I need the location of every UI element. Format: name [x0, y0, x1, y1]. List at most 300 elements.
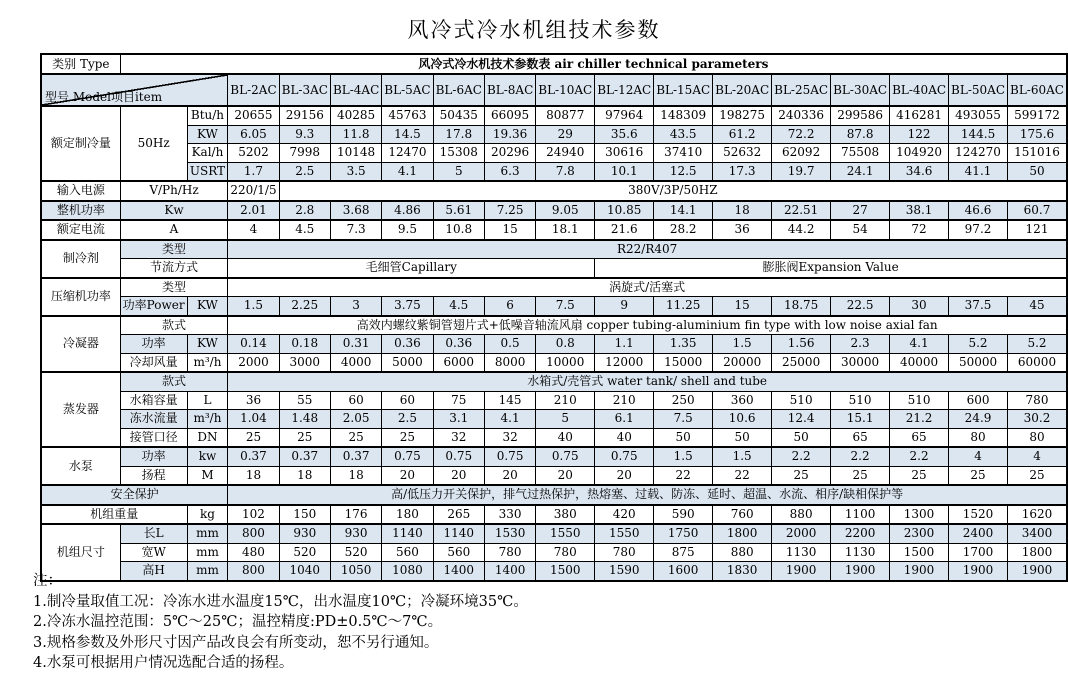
value-cell: 29: [536, 125, 595, 144]
value-cell: 1140: [433, 524, 484, 543]
value-cell: 10148: [330, 144, 381, 163]
value-cell: 416281: [890, 106, 949, 125]
value-cell: 330: [484, 505, 535, 525]
value-cell: 380: [536, 505, 595, 525]
row-label: 安全保护: [41, 485, 228, 505]
row-label: 类型: [120, 240, 228, 259]
value-cell: 38.1: [890, 201, 949, 221]
row-label: A: [120, 220, 228, 240]
value-cell: 180: [382, 505, 433, 525]
span-value-cell: 毛细管Capillary: [228, 259, 595, 278]
value-cell: 3: [330, 297, 381, 316]
value-cell: 20655: [228, 106, 279, 125]
value-cell: 54: [831, 220, 890, 240]
row-label: USRT: [187, 162, 228, 181]
value-cell: 2.2: [772, 447, 831, 466]
row-group-label: 压缩机功率: [41, 278, 120, 316]
value-cell: 145: [484, 391, 535, 410]
value-cell: 0.75: [595, 447, 654, 466]
value-cell: 102: [228, 505, 279, 525]
value-cell: 87.8: [831, 125, 890, 144]
value-cell: 0.18: [279, 335, 330, 354]
value-cell: 37410: [654, 144, 713, 163]
value-cell: 175.6: [1008, 125, 1067, 144]
note-line: 3.规格参数及外形尺寸因产品改良会有所变动，恕不另行通知。: [33, 634, 439, 651]
value-cell: 6.3: [484, 162, 535, 181]
value-cell: 1100: [831, 505, 890, 525]
value-cell: 198275: [713, 106, 772, 125]
value-cell: 0.36: [382, 335, 433, 354]
value-cell: 15: [713, 297, 772, 316]
value-cell: 97.2: [949, 220, 1008, 240]
row-label: mm: [187, 543, 228, 562]
row-label: 高H: [120, 562, 187, 581]
value-cell: 4: [1008, 447, 1067, 466]
value-cell: 520: [279, 543, 330, 562]
value-cell: 8000: [484, 353, 535, 372]
span-value-cell: 220/1/5: [228, 181, 279, 201]
value-cell: 11.25: [654, 297, 713, 316]
row-group-label: 冷凝器: [41, 316, 120, 373]
row-label: 冻水流量: [120, 410, 187, 429]
row-label: 机组重量: [41, 505, 187, 525]
table-row: [41, 524, 1067, 543]
value-cell: 50435: [433, 106, 484, 125]
value-cell: 5: [536, 410, 595, 429]
value-cell: 6.1: [595, 410, 654, 429]
value-cell: 0.14: [228, 335, 279, 354]
value-cell: 800: [228, 562, 279, 581]
value-cell: 0.37: [330, 447, 381, 466]
span-value-cell: 380V/3P/50HZ: [279, 181, 1067, 201]
value-cell: 60.7: [1008, 201, 1067, 221]
value-cell: 0.8: [536, 335, 595, 354]
row-group-label: 50Hz: [120, 106, 187, 181]
value-cell: 10.8: [433, 220, 484, 240]
span-value-cell: 水箱式/壳管式 water tank/ shell and tube: [228, 372, 1067, 391]
span-value-cell: 涡旋式/活塞式: [228, 278, 1067, 297]
value-cell: 15308: [433, 144, 484, 163]
model-header-cell: BL-50AC: [949, 74, 1008, 106]
row-label: 扬程: [120, 466, 187, 485]
value-cell: 4: [228, 220, 279, 240]
value-cell: 510: [890, 391, 949, 410]
value-cell: 27: [831, 201, 890, 221]
row-label: m³/h: [187, 410, 228, 429]
value-cell: 2000: [772, 524, 831, 543]
value-cell: 18: [330, 466, 381, 485]
value-cell: 7.5: [654, 410, 713, 429]
span-value-cell: 高效内螺纹紫铜管翅片式+低噪音轴流风扇 copper tubing-aluminium fin type with low noise axial fan: [228, 316, 1067, 335]
model-header-cell: BL-25AC: [772, 74, 831, 106]
note-line: 4.水泵可根据用户情况选配合适的扬程。: [33, 655, 294, 671]
value-cell: 41.1: [949, 162, 1008, 181]
value-cell: 97964: [595, 106, 654, 125]
table-row: [41, 485, 1067, 505]
value-cell: 12000: [595, 353, 654, 372]
value-cell: 1900: [949, 562, 1008, 581]
value-cell: 5.2: [949, 335, 1008, 354]
value-cell: 880: [713, 543, 772, 562]
value-cell: 4.86: [382, 201, 433, 221]
value-cell: 20: [536, 466, 595, 485]
value-cell: 62092: [772, 144, 831, 163]
note-line: 2.冷冻水温控范围：5℃～25℃；温控精度:PD±0.5℃～7℃。: [33, 614, 443, 630]
row-label: V/Ph/Hz: [120, 181, 228, 201]
value-cell: 20: [484, 466, 535, 485]
table-row: [41, 410, 1067, 429]
value-cell: 1.5: [713, 335, 772, 354]
value-cell: 420: [595, 505, 654, 525]
header-row-category: [41, 54, 1067, 74]
value-cell: 60000: [1008, 353, 1067, 372]
value-cell: 1.48: [279, 410, 330, 429]
value-cell: 45763: [382, 106, 433, 125]
value-cell: 3.68: [330, 201, 381, 221]
value-cell: 1.5: [654, 447, 713, 466]
value-cell: 3.75: [382, 297, 433, 316]
value-cell: 18: [279, 466, 330, 485]
value-cell: 43.5: [654, 125, 713, 144]
span-value-cell: 膨胀阀Expansion Value: [595, 259, 1067, 278]
value-cell: 14.1: [654, 201, 713, 221]
note-line: 1.制冷量取值工况：冷冻水进水温度15℃，出水温度10℃；冷凝环境35℃。: [33, 593, 528, 610]
value-cell: 299586: [831, 106, 890, 125]
row-label: 款式: [120, 316, 228, 335]
value-cell: 60: [330, 391, 381, 410]
value-cell: 599172: [1008, 106, 1067, 125]
value-cell: 3.5: [330, 162, 381, 181]
value-cell: 25: [279, 428, 330, 447]
value-cell: 1.04: [228, 410, 279, 429]
value-cell: 3.1: [433, 410, 484, 429]
spec-table: [40, 53, 1068, 582]
value-cell: 0.75: [382, 447, 433, 466]
value-cell: 25: [1008, 466, 1067, 485]
value-cell: 1040: [279, 562, 330, 581]
value-cell: 36: [713, 220, 772, 240]
value-cell: 28.2: [654, 220, 713, 240]
row-label: 冷却风量: [120, 353, 187, 372]
value-cell: 148309: [654, 106, 713, 125]
table-row: [41, 316, 1067, 335]
value-cell: 18: [713, 201, 772, 221]
value-cell: 493055: [949, 106, 1008, 125]
value-cell: 5.2: [1008, 335, 1067, 354]
value-cell: 6000: [433, 353, 484, 372]
value-cell: 875: [654, 543, 713, 562]
table-row: [41, 181, 1067, 201]
value-cell: 2.2: [890, 447, 949, 466]
value-cell: 144.5: [949, 125, 1008, 144]
value-cell: 4.1: [484, 410, 535, 429]
value-cell: 150: [279, 505, 330, 525]
value-cell: 34.6: [890, 162, 949, 181]
table-row: [41, 543, 1067, 562]
value-cell: 240336: [772, 106, 831, 125]
value-cell: 1590: [595, 562, 654, 581]
row-label: 款式: [120, 372, 228, 391]
value-cell: 20: [382, 466, 433, 485]
value-cell: 1800: [713, 524, 772, 543]
value-cell: 151016: [1008, 144, 1067, 163]
value-cell: 4.5: [433, 297, 484, 316]
table-row: [41, 505, 1067, 525]
model-header-cell: BL-4AC: [330, 74, 381, 106]
row-label: KW: [187, 125, 228, 144]
row-label: 长L: [120, 524, 187, 543]
value-cell: 122: [890, 125, 949, 144]
table-row: [41, 240, 1067, 259]
model-header-cell: BL-12AC: [595, 74, 654, 106]
value-cell: 65: [890, 428, 949, 447]
value-cell: 2400: [949, 524, 1008, 543]
value-cell: 75508: [831, 144, 890, 163]
row-group-label: 制冷剂: [41, 240, 120, 278]
value-cell: 10000: [536, 353, 595, 372]
value-cell: 600: [949, 391, 1008, 410]
value-cell: 5202: [228, 144, 279, 163]
row-label: Btu/h: [187, 106, 228, 125]
value-cell: 1.56: [772, 335, 831, 354]
row-label: 功率Power: [120, 297, 187, 316]
value-cell: 0.75: [484, 447, 535, 466]
value-cell: 80877: [536, 106, 595, 125]
value-cell: 46.6: [949, 201, 1008, 221]
value-cell: 1550: [595, 524, 654, 543]
row-label: kg: [187, 505, 228, 525]
value-cell: 1600: [654, 562, 713, 581]
value-cell: 124270: [949, 144, 1008, 163]
table-row: [41, 106, 1067, 125]
value-cell: 3400: [1008, 524, 1067, 543]
value-cell: 2000: [228, 353, 279, 372]
value-cell: 12470: [382, 144, 433, 163]
value-cell: 20000: [713, 353, 772, 372]
value-cell: 30616: [595, 144, 654, 163]
value-cell: 1620: [1008, 505, 1067, 525]
value-cell: 1080: [382, 562, 433, 581]
value-cell: 24.1: [831, 162, 890, 181]
value-cell: 75: [433, 391, 484, 410]
value-cell: 72.2: [772, 125, 831, 144]
value-cell: 22.51: [772, 201, 831, 221]
notes-label: 注：: [33, 573, 62, 589]
value-cell: 1400: [433, 562, 484, 581]
value-cell: 880: [772, 505, 831, 525]
table-row: [41, 220, 1067, 240]
value-cell: 210: [536, 391, 595, 410]
header-row-models: [41, 74, 1067, 106]
value-cell: 30: [890, 297, 949, 316]
value-cell: 29156: [279, 106, 330, 125]
value-cell: 2.3: [831, 335, 890, 354]
row-label: 功率: [120, 447, 187, 466]
value-cell: 520: [330, 543, 381, 562]
value-cell: 9.3: [279, 125, 330, 144]
value-cell: 1520: [949, 505, 1008, 525]
row-label: KW: [187, 297, 228, 316]
value-cell: 45: [1008, 297, 1067, 316]
table-row: [41, 297, 1067, 316]
value-cell: 30.2: [1008, 410, 1067, 429]
value-cell: 800: [228, 524, 279, 543]
value-cell: 80: [1008, 428, 1067, 447]
value-cell: 22.5: [831, 297, 890, 316]
value-cell: 0.75: [433, 447, 484, 466]
row-group-label: 机组尺寸: [41, 524, 120, 581]
row-label: M: [187, 466, 228, 485]
value-cell: 1830: [713, 562, 772, 581]
value-cell: 1130: [831, 543, 890, 562]
value-cell: 18.1: [536, 220, 595, 240]
value-cell: 2300: [890, 524, 949, 543]
value-cell: 18: [228, 466, 279, 485]
model-item-diagonal-cell: [41, 74, 228, 106]
value-cell: 1.1: [595, 335, 654, 354]
value-cell: 1130: [772, 543, 831, 562]
value-cell: 2.5: [382, 410, 433, 429]
value-cell: 176: [330, 505, 381, 525]
value-cell: 61.2: [713, 125, 772, 144]
value-cell: 80: [949, 428, 1008, 447]
value-cell: 55: [279, 391, 330, 410]
row-label: L: [187, 391, 228, 410]
value-cell: 1.5: [713, 447, 772, 466]
value-cell: 780: [1008, 391, 1067, 410]
value-cell: 40: [595, 428, 654, 447]
value-cell: 4: [949, 447, 1008, 466]
value-cell: 7.3: [330, 220, 381, 240]
model-header-cell: BL-8AC: [484, 74, 535, 106]
value-cell: 12.4: [772, 410, 831, 429]
value-cell: 50: [654, 428, 713, 447]
value-cell: 66095: [484, 106, 535, 125]
value-cell: 10.85: [595, 201, 654, 221]
value-cell: 1.5: [228, 297, 279, 316]
value-cell: 60: [382, 391, 433, 410]
value-cell: 20: [595, 466, 654, 485]
value-cell: 25: [890, 466, 949, 485]
model-header-cell: BL-30AC: [831, 74, 890, 106]
value-cell: 40000: [890, 353, 949, 372]
model-header-cell: BL-60AC: [1008, 74, 1067, 106]
table-row: [41, 447, 1067, 466]
row-group-label: 蒸发器: [41, 372, 120, 447]
table-row: [41, 335, 1067, 354]
value-cell: 0.75: [536, 447, 595, 466]
value-cell: 25: [330, 428, 381, 447]
value-cell: 19.7: [772, 162, 831, 181]
value-cell: 52632: [713, 144, 772, 163]
value-cell: 7998: [279, 144, 330, 163]
model-header-cell: BL-5AC: [382, 74, 433, 106]
row-label: 类型: [120, 278, 228, 297]
value-cell: 5: [433, 162, 484, 181]
value-cell: 19.36: [484, 125, 535, 144]
value-cell: 480: [228, 543, 279, 562]
value-cell: 0.36: [433, 335, 484, 354]
value-cell: 1900: [1008, 562, 1067, 581]
value-cell: 40: [536, 428, 595, 447]
value-cell: 4.1: [382, 162, 433, 181]
page-title: 风冷式冷水机组技术参数: [407, 18, 661, 42]
value-cell: 7.5: [536, 297, 595, 316]
value-cell: 17.8: [433, 125, 484, 144]
table-row: [41, 144, 1067, 163]
row-label: 宽W: [120, 543, 187, 562]
table-row: [41, 201, 1067, 221]
value-cell: 560: [382, 543, 433, 562]
value-cell: 20296: [484, 144, 535, 163]
value-cell: 7.8: [536, 162, 595, 181]
row-label: mm: [187, 524, 228, 543]
category-type-header: 类别 Type: [41, 54, 120, 74]
value-cell: 15000: [654, 353, 713, 372]
value-cell: 22: [654, 466, 713, 485]
model-header-cell: BL-15AC: [654, 74, 713, 106]
value-cell: 1050: [330, 562, 381, 581]
model-header-cell: BL-40AC: [890, 74, 949, 106]
row-label: Kal/h: [187, 144, 228, 163]
row-label: 水箱容量: [120, 391, 187, 410]
note-list: [33, 592, 528, 674]
model-header-cell: BL-6AC: [433, 74, 484, 106]
value-cell: 25000: [772, 353, 831, 372]
value-cell: 50: [713, 428, 772, 447]
value-cell: 780: [536, 543, 595, 562]
value-cell: 25: [949, 466, 1008, 485]
row-label: 节流方式: [120, 259, 228, 278]
row-label: DN: [187, 428, 228, 447]
value-cell: 21.6: [595, 220, 654, 240]
value-cell: 35.6: [595, 125, 654, 144]
value-cell: 760: [713, 505, 772, 525]
row-group-label: 额定制冷量: [41, 106, 120, 181]
value-cell: 780: [595, 543, 654, 562]
value-cell: 2.05: [330, 410, 381, 429]
model-header-cell: BL-20AC: [713, 74, 772, 106]
row-label: 整机功率: [41, 201, 120, 221]
value-cell: 37.5: [949, 297, 1008, 316]
row-group-label: 水泵: [41, 447, 120, 485]
value-cell: 2.5: [279, 162, 330, 181]
table-row: [41, 125, 1067, 144]
table-row: [41, 428, 1067, 447]
row-label: 额定电流: [41, 220, 120, 240]
value-cell: 250: [654, 391, 713, 410]
value-cell: 1800: [1008, 543, 1067, 562]
value-cell: 50000: [949, 353, 1008, 372]
value-cell: 780: [484, 543, 535, 562]
value-cell: 5.61: [433, 201, 484, 221]
value-cell: 6: [484, 297, 535, 316]
value-cell: 24.9: [949, 410, 1008, 429]
row-label: KW: [187, 335, 228, 354]
value-cell: 1700: [949, 543, 1008, 562]
row-label: 功率: [120, 335, 187, 354]
value-cell: 0.37: [279, 447, 330, 466]
span-value-cell: 高/低压力开关保护，排气过热保护，热熔塞、过载、防冻、延时、超温、水流、相序/缺相保护等: [228, 485, 1067, 505]
value-cell: 50: [772, 428, 831, 447]
value-cell: 1400: [484, 562, 535, 581]
value-cell: 4000: [330, 353, 381, 372]
model-header-cell: BL-3AC: [279, 74, 330, 106]
value-cell: 10.6: [713, 410, 772, 429]
value-cell: 3000: [279, 353, 330, 372]
value-cell: 560: [433, 543, 484, 562]
table-row: [41, 391, 1067, 410]
